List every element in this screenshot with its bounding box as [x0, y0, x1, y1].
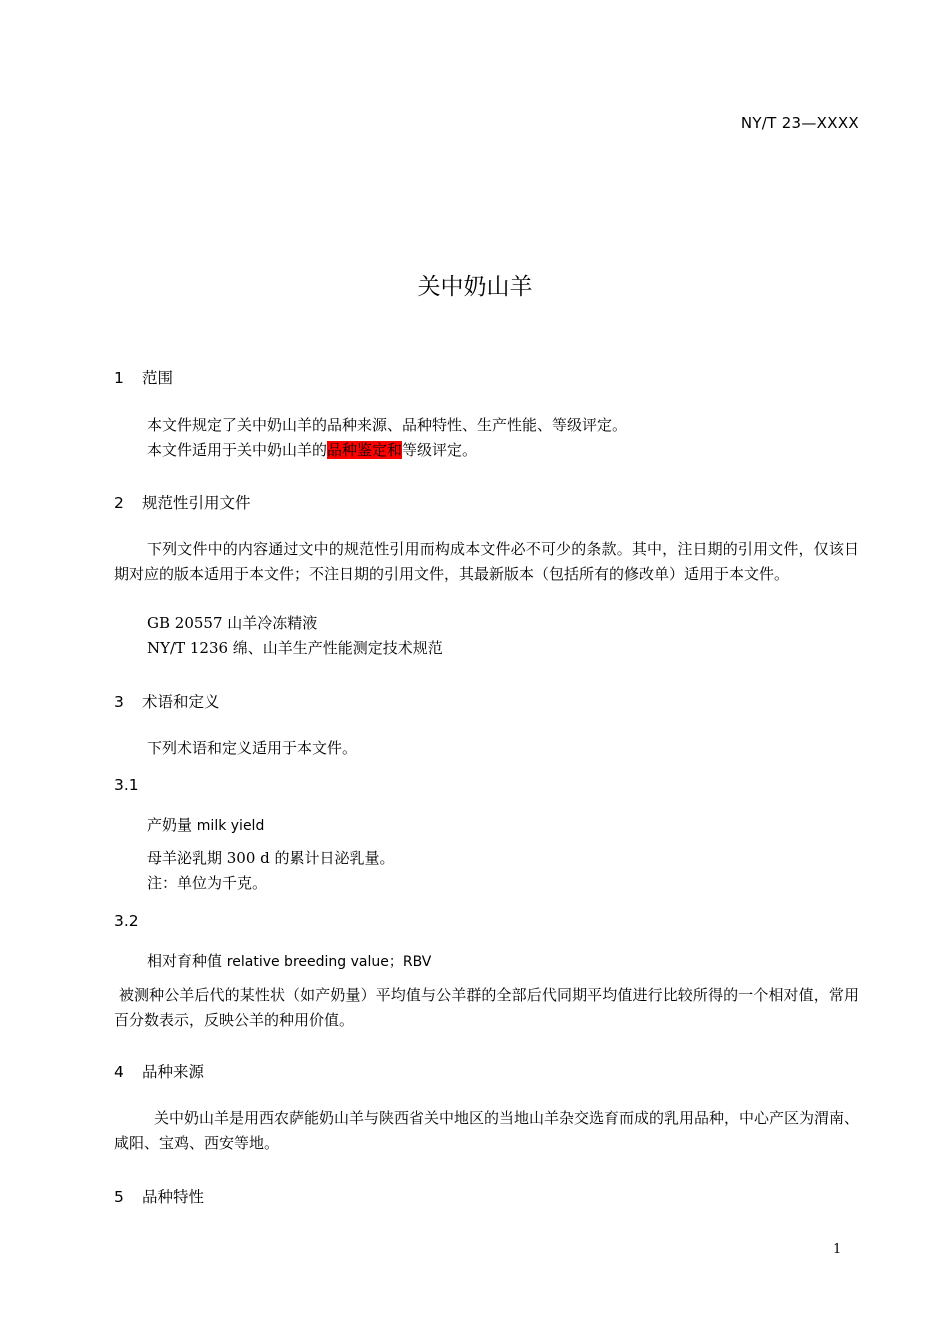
- section-title: 术语和定义: [142, 693, 220, 711]
- section-1-paragraph-2: [147, 438, 477, 463]
- standard-code: NY/T 23—XXXX: [740, 114, 859, 132]
- section-3-intro: 下列术语和定义适用于本文件。: [147, 739, 358, 757]
- term-note: 注：单位为千克。: [147, 874, 268, 892]
- section-number: 2: [114, 494, 124, 512]
- term-heading: [147, 814, 264, 835]
- section-number: 4: [114, 1063, 124, 1081]
- section-2-intro: 下列文件中的内容通过文中的规范性引用而构成本文件必不可少的条款。其中，注日期的引用文件，仅该日期对应的版本适用于本文件；不注日期的引用文件，其最新版本（包括所有的修改单）适用于本文件。: [114, 540, 859, 583]
- term-number: 3.2: [114, 912, 139, 930]
- section-title: 范围: [142, 369, 174, 387]
- section-number: 1: [114, 369, 124, 387]
- term-english: milk yield: [196, 818, 265, 834]
- section-1-heading: [114, 366, 173, 388]
- section-number: 3: [114, 693, 124, 711]
- term-chinese: 产奶量: [147, 816, 193, 834]
- term-english: relative breeding value；RBV: [226, 954, 432, 970]
- section-title: 品种来源: [142, 1063, 205, 1081]
- page-number: 1: [833, 1242, 842, 1257]
- section-title: 品种特性: [142, 1188, 205, 1206]
- term-definition: 母羊泌乳期 300 d 的累计日泌乳量。: [147, 849, 395, 867]
- term-chinese: 相对育种值: [147, 952, 223, 970]
- highlighted-text: 品种鉴定和: [327, 441, 403, 459]
- term-number: 3.1: [114, 776, 139, 794]
- document-title: 关中奶山羊: [417, 274, 533, 300]
- section-2-heading: [114, 491, 251, 513]
- section-4-paragraph: 关中奶山羊是用西农萨能奶山羊与陕西省关中地区的当地山羊杂交选育而成的乳用品种，中心产区为渭南、咸阳、宝鸡、西安等地。: [114, 1109, 860, 1152]
- term-heading: [147, 950, 431, 971]
- reference-item: NY/T 1236 绵、山羊生产性能测定技术规范: [147, 639, 443, 657]
- section-title: 规范性引用文件: [142, 494, 251, 512]
- section-number: 5: [114, 1188, 124, 1206]
- paragraph-text: 等级评定。: [402, 441, 478, 459]
- section-5-heading: [114, 1185, 204, 1207]
- reference-item: GB 20557 山羊冷冻精液: [147, 614, 318, 632]
- section-1-paragraph-1: 本文件规定了关中奶山羊的品种来源、品种特性、生产性能、等级评定。: [147, 416, 628, 434]
- paragraph-text: 本文件适用于关中奶山羊的: [147, 441, 328, 459]
- section-4-heading: [114, 1060, 204, 1082]
- section-3-heading: [114, 690, 220, 712]
- term-definition: 被测种公羊后代的某性状（如产奶量）平均值与公羊群的全部后代同期平均值进行比较所得的一个相对值，常用百分数表示，反映公羊的种用价值。: [114, 986, 859, 1029]
